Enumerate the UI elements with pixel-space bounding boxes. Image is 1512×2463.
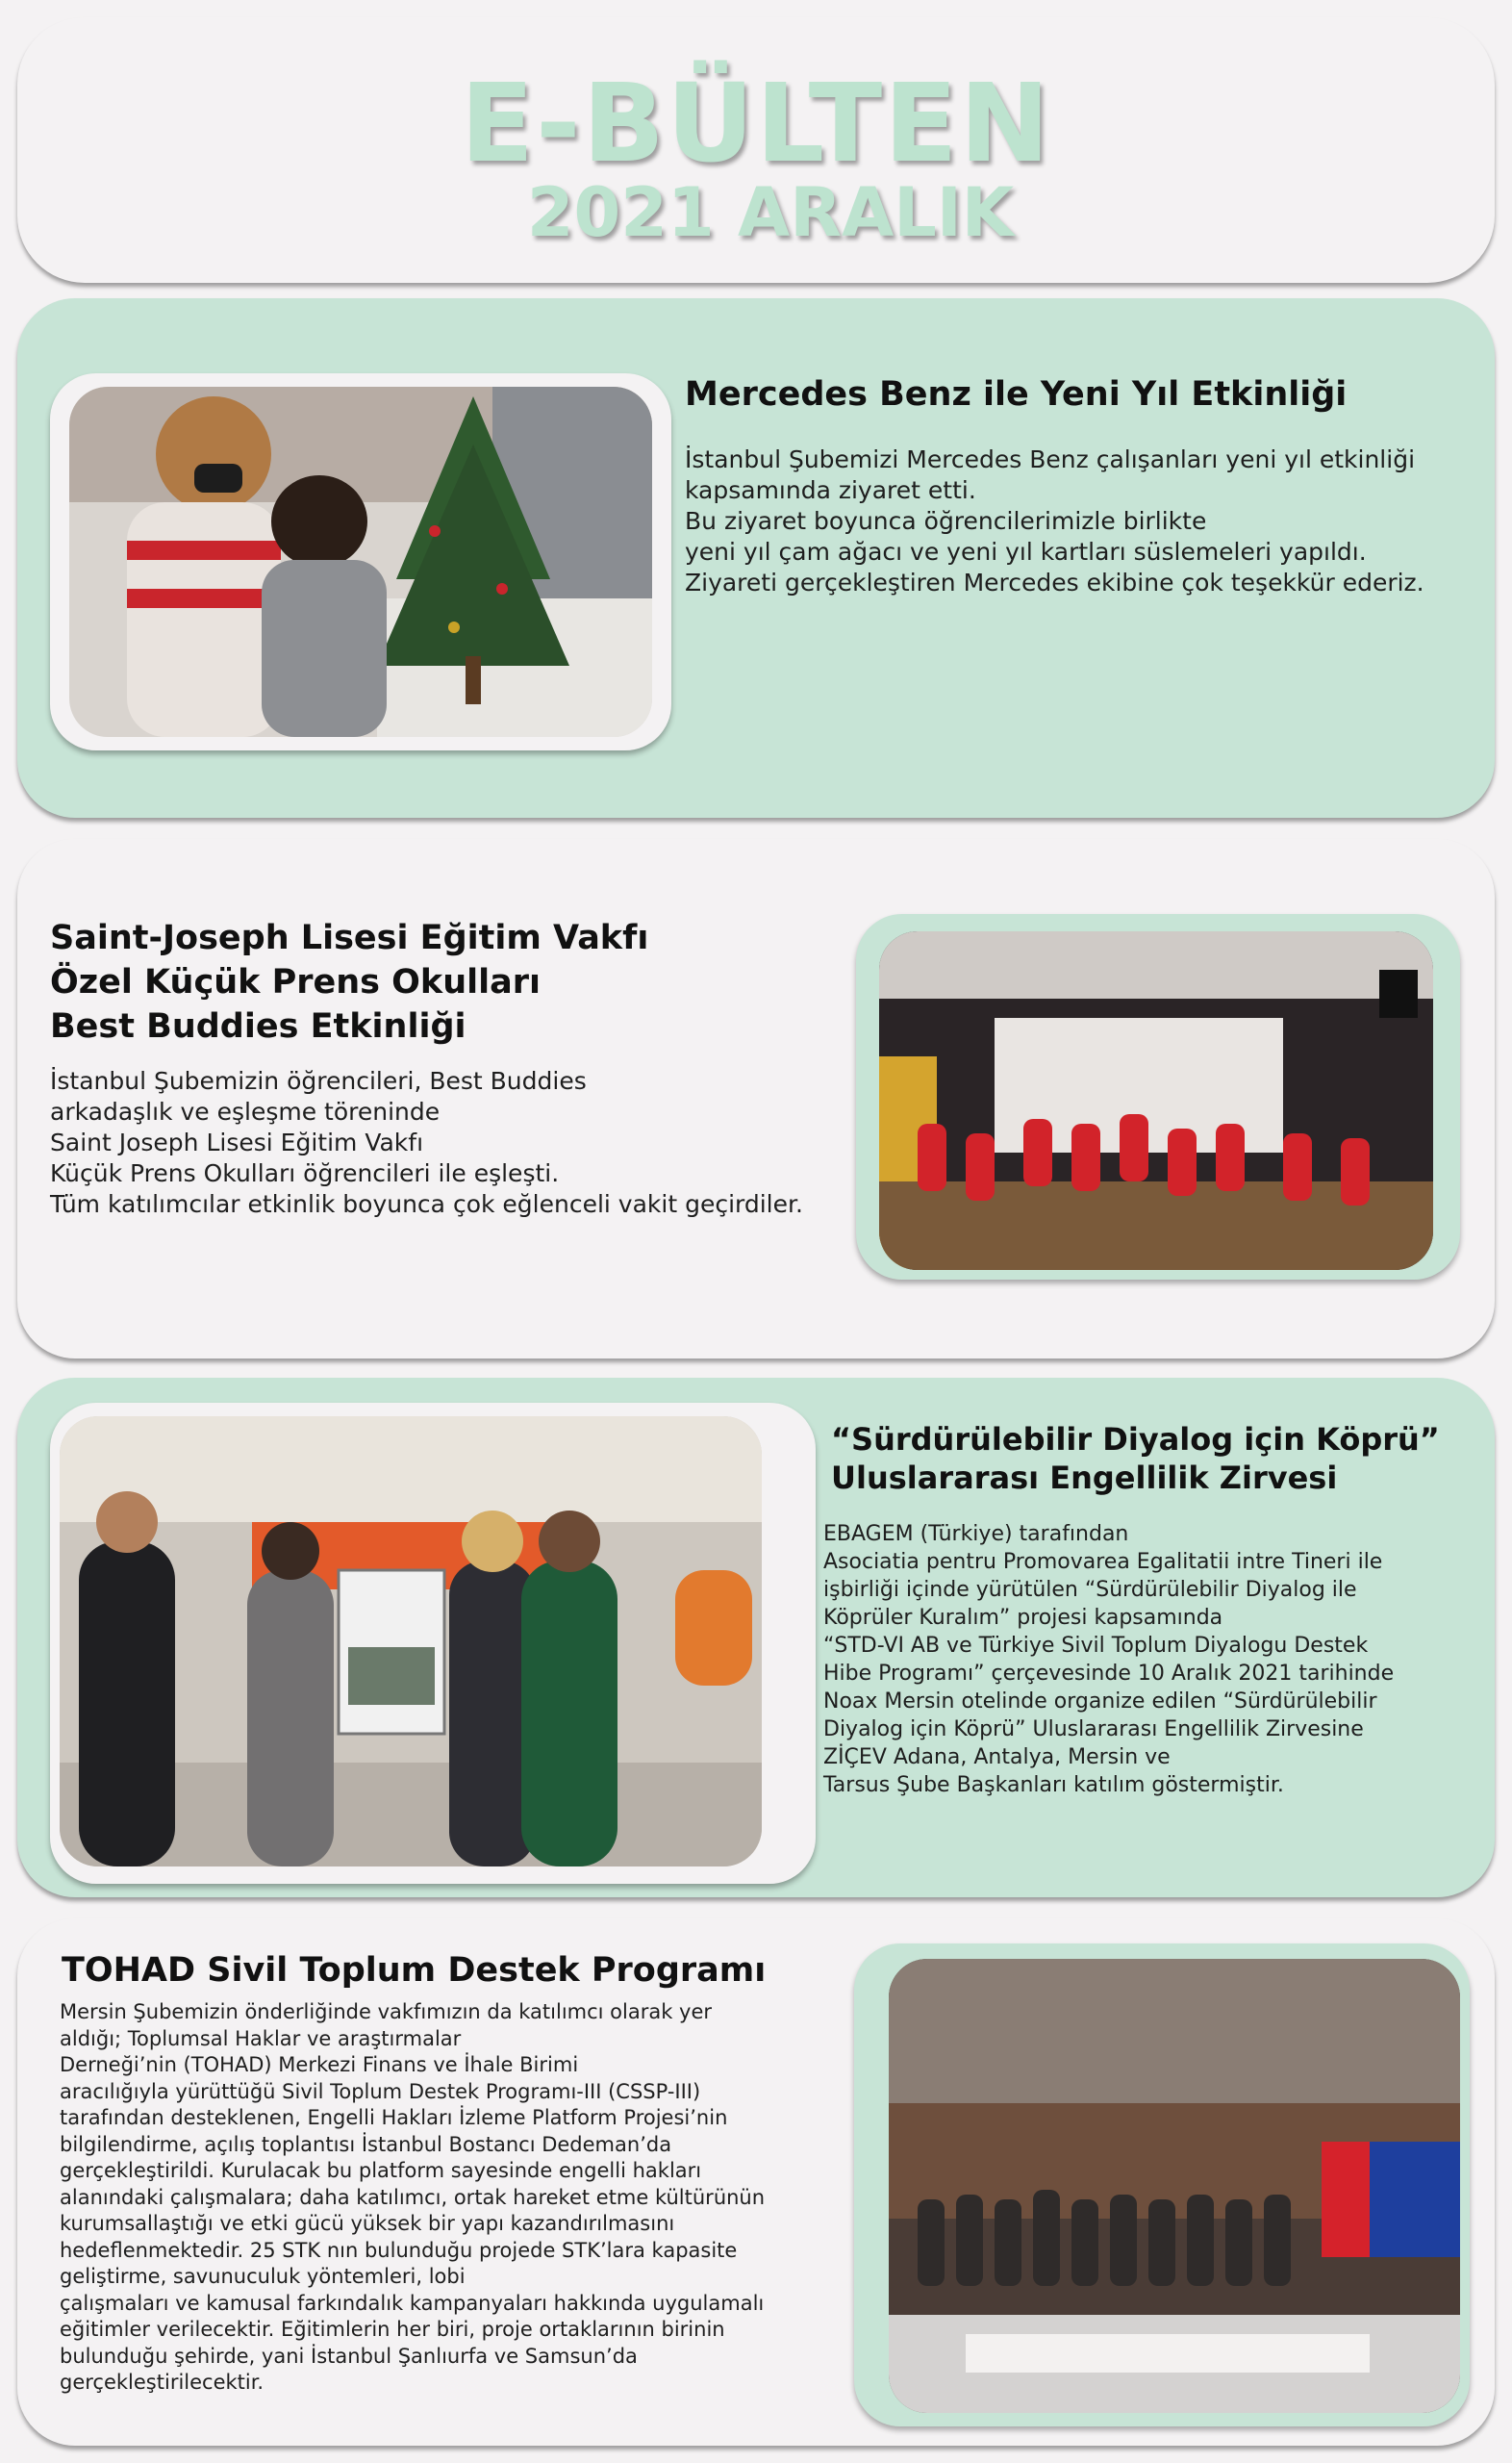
article-title: Mercedes Benz ile Yeni Yıl Etkinliği (685, 375, 1348, 414)
newsletter-date: 2021 ARALIK (526, 173, 1015, 252)
article-title-line: “Sürdürülebilir Diyalog için Köprü” (831, 1421, 1440, 1458)
article-tohad (17, 1918, 1495, 2446)
photo-frame (50, 373, 671, 750)
article-body: İstanbul Şubemizin öğrencileri, Best Buddies arkadaşlık ve eşleşme töreninde Saint Joseph Lisesi Eğitim Vakfı Küçük Prens Okulları öğrencileri ile eşleşti. Tüm katılımcılar etkinlik boyunca çok eğlenceli vakit geçirdiler. (50, 1067, 803, 1218)
photo-icon (879, 931, 1433, 1270)
article-mercedes (17, 298, 1495, 818)
article-title-line: Özel Küçük Prens Okulları (50, 963, 541, 1002)
photo-tohad (889, 1959, 1460, 2413)
newsletter-header (17, 17, 1495, 283)
article-title (50, 916, 648, 1049)
article-body: Mersin Şubemizin önderliğinde vakfımızın da katılımcı olarak yer aldığı; Toplumsal Haklar ve araştırmalar Derneği’nin (TOHAD) Merkezi Finans ve İhale Birimi aracılığıyla yürüttüğü Sivil Toplum Destek Programı-III (CSSP-III) tarafından desteklenen, Engelli Hakları İzleme Platform Projesi’nin bilgilendirme, açılış toplantısı İstanbul Bostancı Dedeman’da gerçekleştirildi. Kurulacak bu platform sayesinde engelli hakları alanındaki çalışmalara; daha katılımcı, ortak hareket etme kültürünün kurumsallaştığı ve etki gücü yüksek bir yapı kazandırılmasını hedeflenmektedir. 25 STK nın bulunduğu projede STK’lara kapasite geliştirme, savunuculuk yöntemleri, lobi çalışmaları ve kamusal farkındalık kampanyaları hakkında uygulamalı eğitimler verilecektir. Eğitimlerin her biri, proje ortaklarının birinin bulunduğu şehirde, yani İstanbul Şanlıurfa ve Samsun’da gerçekleştirilecektir. (60, 2000, 766, 2394)
photo-mercedes-event (69, 387, 652, 737)
article-body: İstanbul Şubemizi Mercedes Benz çalışanları yeni yıl etkinliği kapsamında ziyaret etti. Bu ziyaret boyunca öğrencilerimizle birlikte yeni yıl çam ağacı ve yeni yıl kartları süslemeleri yapıldı. Ziyareti gerçekleştiren Mercedes ekibine çok teşekkür ederiz. (685, 445, 1424, 597)
photo-summit (60, 1416, 762, 1866)
article-title-line: Uluslararası Engellilik Zirvesi (831, 1460, 1338, 1496)
article-best-buddies (17, 839, 1495, 1358)
photo-icon (60, 1416, 762, 1866)
photo-best-buddies (879, 931, 1433, 1270)
article-body: EBAGEM (Türkiye) tarafından Asociatia pentru Promovarea Egalitatii intre Tineri ile işbirliği içinde yürütülen “Sürdürülebilir Diyalog ile Köprüler Kuralım” projesi kapsamında “STD-VI AB ve Türkiye Sivil Toplum Diyalogu Destek Hibe Programı” çerçevesinde 10 Aralık 2021 tarihinde Noax Mersin otelinde organize edilen “Sürdürülebilir Diyalog için Köprü” Uluslararası Engellilik Zirvesine ZİÇEV Adana, Antalya, Mersin ve Tarsus Şube Başkanları katılım göstermiştir. (823, 1522, 1395, 1797)
photo-icon (889, 1959, 1460, 2413)
photo-frame (50, 1403, 816, 1884)
article-title (831, 1420, 1440, 1497)
newsletter-title: E-BÜLTEN (460, 62, 1052, 187)
article-title-line: Saint-Joseph Lisesi Eğitim Vakfı (50, 919, 649, 957)
article-title-line: Best Buddies Etkinliği (50, 1007, 466, 1046)
article-summit (17, 1378, 1495, 1897)
photo-frame (854, 1943, 1470, 2426)
photo-frame (856, 914, 1460, 1280)
photo-icon (69, 387, 652, 737)
article-title: TOHAD Sivil Toplum Destek Programı (62, 1951, 767, 1990)
